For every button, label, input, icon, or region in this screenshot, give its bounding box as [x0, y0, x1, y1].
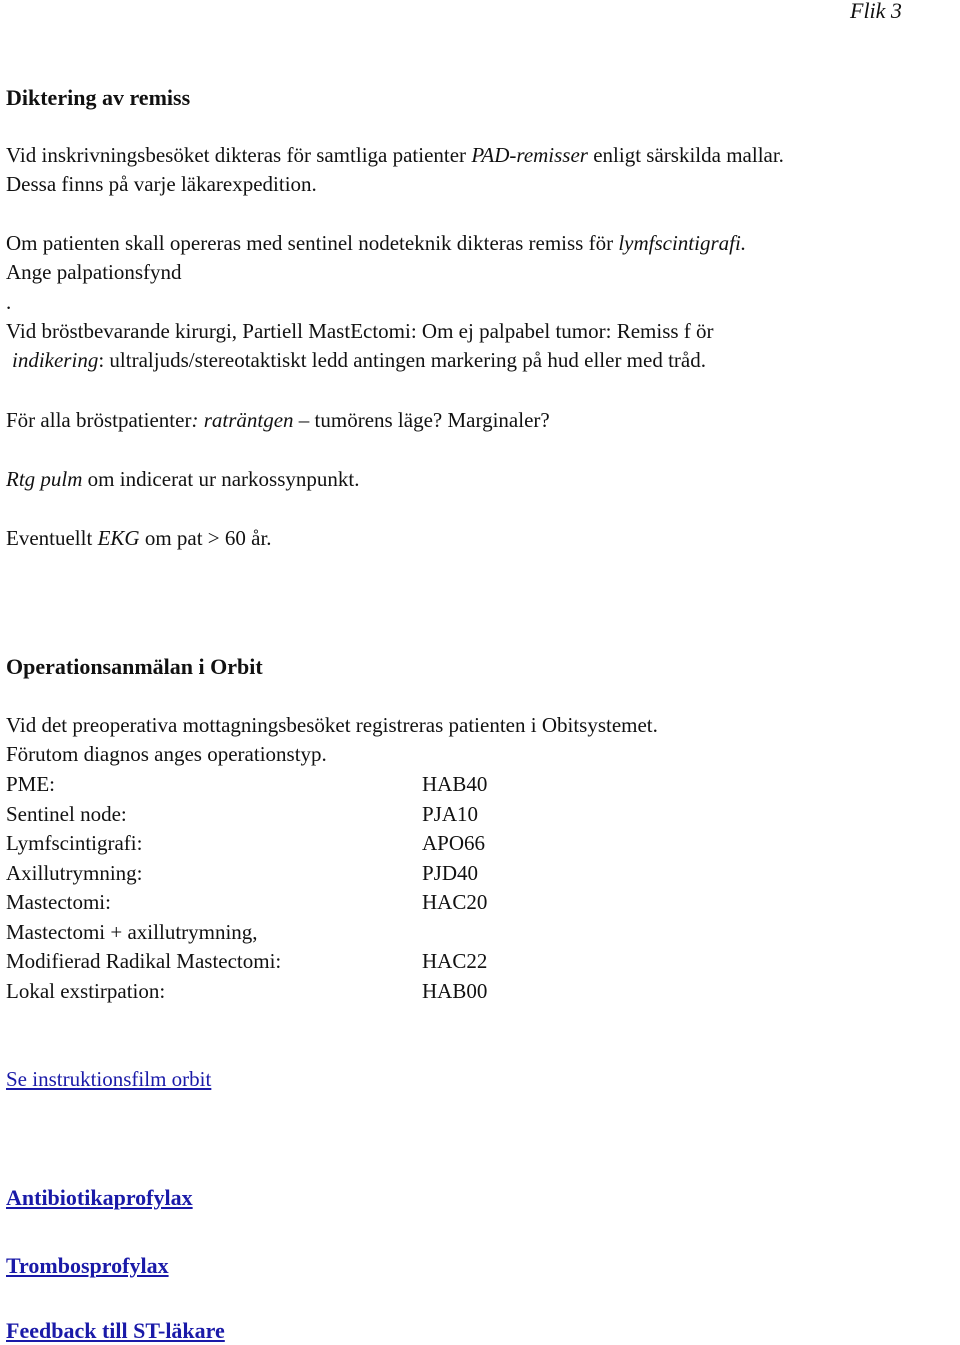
orbit-line-1: Vid det preoperativa mottagningsbesöket registreras patienten i Obitsystemet.: [6, 713, 658, 737]
code-value: PJA10: [422, 801, 479, 826]
heading-diktering: Diktering av remiss: [6, 85, 191, 110]
heading-orbit: Operationsanmälan i Orbit: [6, 654, 263, 679]
code-name: Modifierad Radikal Mastectomi:: [6, 949, 282, 973]
code-name: Sentinel node:: [6, 801, 127, 826]
rtg-line: Rtg pulm om indicerat ur narkossynpunkt.: [6, 467, 360, 491]
intro-line-1: Vid inskrivningsbesöket dikteras för samtliga patienter PAD-remisser enligt särskilda mallar.: [6, 143, 784, 167]
sentinel-line-1: Om patienten skall opereras med sentinel nodeteknik dikteras remiss för lymfscintigrafi.: [6, 231, 747, 255]
intro-line-2: Dessa finns på varje läkarexpedition.: [6, 172, 317, 197]
all-patients-line: För alla bröstpatienter: raträntgen – tumörens läge? Marginaler?: [6, 408, 550, 432]
code-name: Lokal exstirpation:: [6, 978, 166, 1003]
intro-paragraph: [6, 141, 784, 200]
orbit-paragraph: [6, 711, 658, 770]
sentinel-line-3: .: [6, 289, 12, 314]
code-name: Lymfscintigrafi:: [6, 831, 143, 855]
feedback-link[interactable]: Feedback till ST-läkare: [6, 1318, 225, 1343]
orbit-line-2: Förutom diagnos anges operationstyp.: [6, 742, 327, 767]
code-value: PJD40: [422, 860, 479, 885]
sentinel-line-4: Vid bröstbevarande kirurgi, Partiell MastEctomi: Om ej palpabel tumor: Remiss f ör: [6, 318, 714, 343]
code-name: PME:: [6, 772, 56, 796]
instruction-film-link[interactable]: Se instruktionsfilm orbit: [6, 1067, 212, 1091]
code-value: HAC20: [422, 890, 488, 914]
code-value: APO66: [422, 831, 486, 855]
thrombo-prophylaxis-link[interactable]: Trombosprofylax: [6, 1253, 169, 1278]
code-name: Mastectomi + axillutrymning,: [6, 919, 258, 944]
code-name: Mastectomi:: [6, 890, 111, 914]
sentinel-line-5: indikering: ultraljuds/stereotaktiskt ledd antingen markering på hud eller med tråd.: [12, 348, 706, 373]
code-value: HAC22: [422, 949, 488, 973]
code-value: HAB40: [422, 772, 488, 796]
code-value: HAB00: [422, 978, 488, 1003]
ekg-line: Eventuellt EKG om pat > 60 år.: [6, 526, 272, 550]
page-label: Flik 3: [850, 0, 902, 23]
sentinel-line-2: Ange palpationsfynd: [6, 260, 182, 285]
code-name: Axillutrymning:: [6, 860, 143, 885]
antibiotic-prophylaxis-link[interactable]: Antibiotikaprofylax: [6, 1185, 193, 1210]
sentinel-paragraph: [6, 229, 746, 375]
